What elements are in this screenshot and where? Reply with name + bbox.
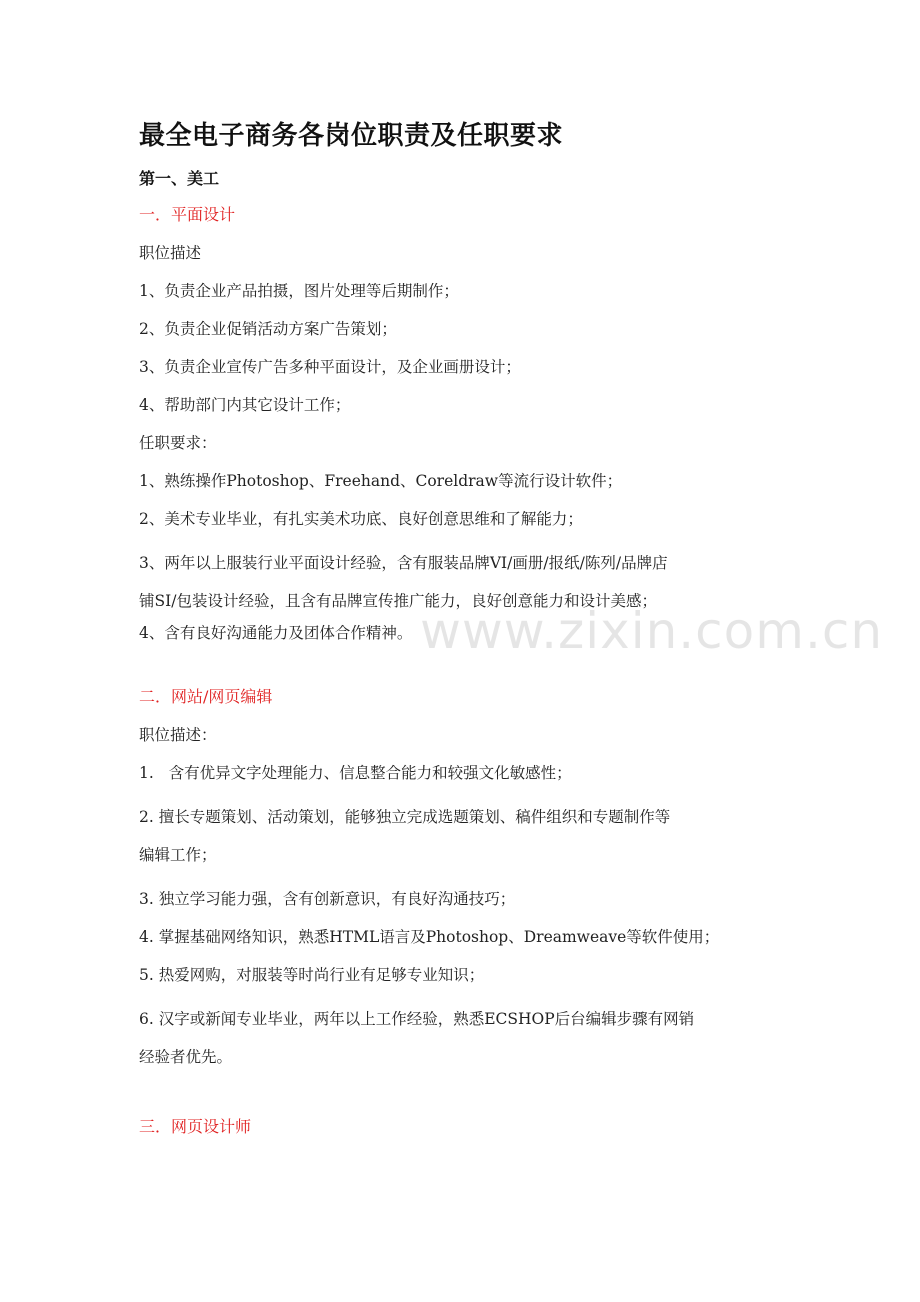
blank-line — [139, 658, 799, 684]
list-item: 5. 热爱网购，对服装等时尚行业有足够专业知识； — [139, 966, 485, 984]
list-item: 1、熟练操作Photoshop、Freehand、Coreldraw等流行设计软件； — [139, 472, 623, 490]
list-item: 2. 擅长专题策划、活动策划，能够独立完成选题策划、稿件组织和专题制作等 — [139, 808, 671, 826]
job-description-label: 职位描述： — [139, 726, 217, 744]
section-heading-graphic-design: 一．平面设计 — [139, 205, 236, 224]
document-title: 最全电子商务各岗位职责及任职要求 — [139, 121, 564, 151]
watermark: www.zixin.com.cn — [420, 602, 884, 660]
part-heading: 第一、美工 — [139, 169, 220, 188]
section-heading-web-editor: 二．网站/网页编辑 — [139, 687, 273, 706]
list-item: 3、负责企业宣传广告多种平面设计，及企业画册设计； — [139, 358, 521, 376]
list-item: 3、两年以上服装行业平面设计经验，含有服装品牌VI/画册/报纸/陈列/品牌店 — [139, 554, 668, 572]
list-item: 2、负责企业促销活动方案广告策划； — [139, 320, 397, 338]
list-item: 2、美术专业毕业，有扎实美术功底、良好创意思维和了解能力； — [139, 510, 583, 528]
list-item: 1、负责企业产品拍摄，图片处理等后期制作； — [139, 282, 459, 300]
list-item: 4、帮助部门内其它设计工作； — [139, 396, 351, 414]
blank-line — [139, 1088, 799, 1114]
list-item-continuation: 经验者优先。 — [139, 1048, 233, 1066]
list-item: 1. 含有优异文字处理能力、信息整合能力和较强文化敏感性； — [139, 764, 572, 782]
document-body — [139, 118, 799, 1152]
list-item: 4. 掌握基础网络知识，熟悉HTML语言及Photoshop、Dreamweave等软件使用； — [139, 928, 720, 946]
list-item: 6. 汉字或新闻专业毕业，两年以上工作经验，熟悉ECSHOP后台编辑步骤有网销 — [139, 1010, 695, 1028]
list-item: 3. 独立学习能力强，含有创新意识，有良好沟通技巧； — [139, 890, 516, 908]
job-description-label: 职位描述 — [139, 244, 202, 262]
list-item: 4、含有良好沟通能力及团体合作精神。 — [139, 624, 413, 642]
requirements-label: 任职要求： — [139, 434, 217, 452]
section-heading-web-designer: 三．网页设计师 — [139, 1117, 252, 1136]
list-item-continuation: 编辑工作； — [139, 846, 217, 864]
list-item-continuation: 铺SI/包装设计经验，且含有品牌宣传推广能力，良好创意能力和设计美感； — [139, 592, 657, 610]
